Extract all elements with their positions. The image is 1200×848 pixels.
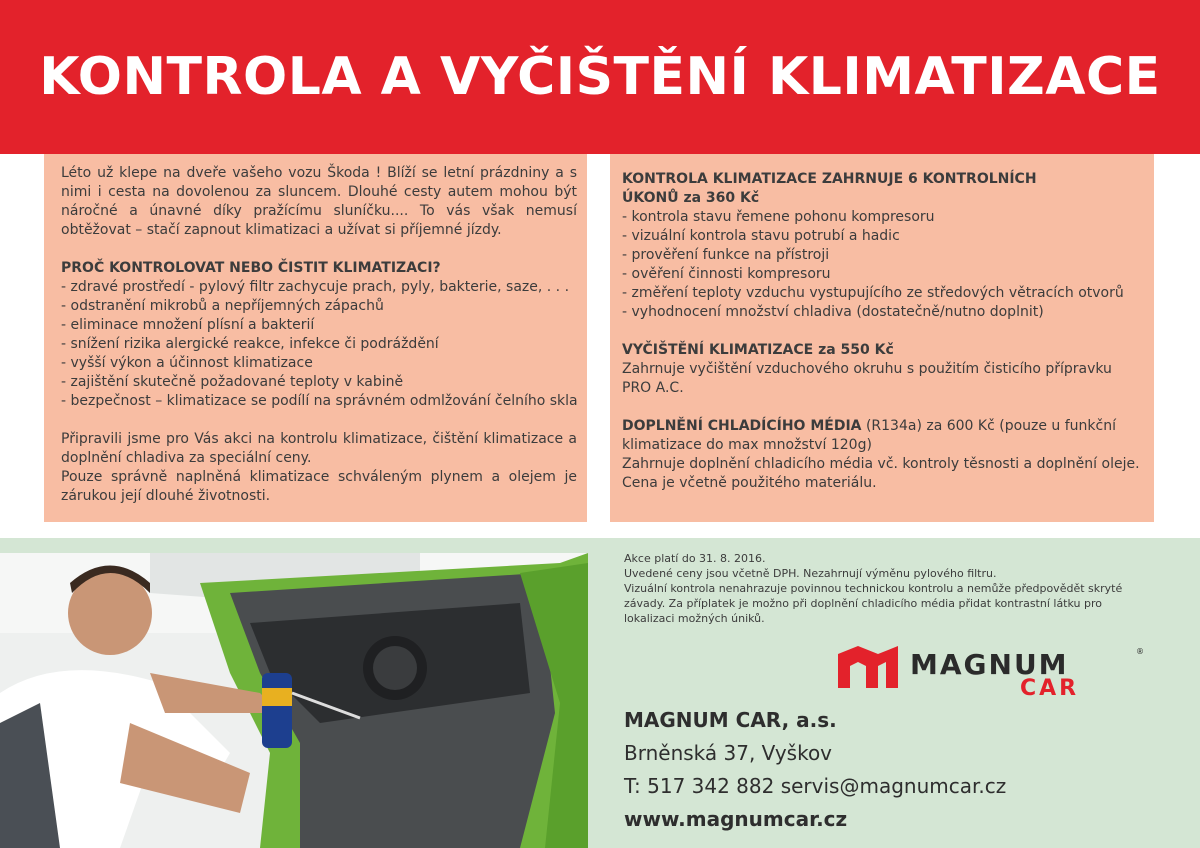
cleaning-text: Zahrnuje vyčištění vzduchového okruhu s použitím čisticího přípravku PRO A.C. bbox=[622, 361, 1112, 396]
list-item: - bezpečnost – klimatizace se podílí na správném odmlžování čelního skla bbox=[61, 393, 578, 409]
company-address: Brněnská 37, Vyškov bbox=[624, 741, 833, 765]
list-item: - ověření činnosti kompresoru bbox=[622, 266, 831, 282]
control-heading: KONTROLA KLIMATIZACE ZAHRNUJE 6 KONTROLNÍCH ÚKONŮ za 360 Kč bbox=[622, 171, 1037, 206]
cleaning-heading: VYČIŠTĚNÍ KLIMATIZACE za 550 Kč bbox=[622, 342, 894, 358]
company-name: MAGNUM CAR, a.s. bbox=[624, 708, 837, 732]
list-item: - vyhodnocení množství chladiva (dostatečně/nutno doplnit) bbox=[622, 304, 1044, 320]
refill-heading: DOPLNĚNÍ CHLADÍCÍHO MÉDIA bbox=[622, 418, 862, 434]
logo-registered: ® bbox=[1136, 647, 1144, 656]
page-title: KONTROLA A VYČIŠTĚNÍ KLIMATIZACE bbox=[39, 47, 1161, 107]
intro-paragraph: Léto už klepe na dveře vašeho vozu Škoda ! Blíží se letní prázdniny a s nimi i cesta na dovolenou za sluncem. Dlouhé cesty autem mohou být náročné a únavné díky pražícímu sluníčku.... To vás však nemusí obtěžovat – stačí zapnout klimatizaci a užívat si příjemné jízdy. bbox=[61, 165, 577, 238]
list-item: - změření teploty vzduchu vystupujícího ze středových větracích otvorů bbox=[622, 285, 1124, 301]
why-list bbox=[61, 278, 577, 411]
info-panel-left bbox=[44, 154, 587, 522]
list-item: - vizuální kontrola stavu potrubí a hadic bbox=[622, 228, 900, 244]
why-heading: PROČ KONTROLOVAT NEBO ČISTIT KLIMATIZACI? bbox=[61, 260, 441, 276]
refill-paragraph bbox=[622, 417, 1142, 455]
list-item: - zdravé prostředí - pylový filtr zachycuje prach, pyly, bakterie, saze, . . . bbox=[61, 279, 570, 295]
list-item: - eliminace množení plísní a bakterií bbox=[61, 317, 315, 333]
list-item: - kontrola stavu řemene pohonu kompresoru bbox=[622, 209, 935, 225]
list-item: - zajištění skutečně požadované teploty v kabině bbox=[61, 374, 404, 390]
list-item: - vyšší výkon a účinnost klimatizace bbox=[61, 355, 313, 371]
logo-line2: CAR bbox=[1020, 676, 1080, 696]
offer-paragraph: Pouze správně naplněná klimatizace schváleným plynem a olejem je zárukou její dlouhé životnosti. bbox=[61, 469, 577, 504]
company-phone-email[interactable]: T: 517 342 882 servis@magnumcar.cz bbox=[624, 774, 1007, 798]
control-list bbox=[622, 208, 1142, 322]
company-contact bbox=[624, 704, 1006, 836]
note-line: Uvedené ceny jsou včetně DPH. Nezahrnují výměnu pylového filtru. bbox=[624, 567, 997, 580]
info-panel-right bbox=[610, 154, 1154, 522]
company-website-link[interactable]: www.magnumcar.cz bbox=[624, 807, 848, 831]
refill-description: Zahrnuje doplnění chladicího média vč. kontroly těsnosti a doplnění oleje. Cena je včetně použitého materiálu. bbox=[622, 456, 1140, 491]
terms-notes bbox=[624, 551, 1144, 626]
list-item: - snížení rizika alergické reakce, infekce či podráždění bbox=[61, 336, 439, 352]
offer-paragraph: Připravili jsme pro Vás akci na kontrolu klimatizace, čištění klimatizace a doplnění chladiva za speciální ceny. bbox=[61, 431, 577, 466]
mechanic-photo bbox=[0, 553, 588, 848]
header-banner bbox=[0, 0, 1200, 154]
logo-line1: MAGNUM bbox=[910, 648, 1069, 681]
note-line: Akce platí do 31. 8. 2016. bbox=[624, 552, 766, 565]
list-item: - prověření funkce na přístroji bbox=[622, 247, 830, 263]
refill-text: (R134a) za 600 Kč (pouze u funkční klimatizace do max množství 120g) bbox=[622, 418, 1116, 453]
list-item: - odstranění mikrobů a nepříjemných zápachů bbox=[61, 298, 384, 314]
note-line: Vizuální kontrola nenahrazuje povinnou technickou kontrolu a nemůže předpovědět skryté závady. Za příplatek je možno při doplnění chladicího média přidat kontrastní látku pro lokalizaci možných úniků. bbox=[624, 582, 1123, 625]
magnum-car-logo bbox=[836, 644, 1148, 696]
